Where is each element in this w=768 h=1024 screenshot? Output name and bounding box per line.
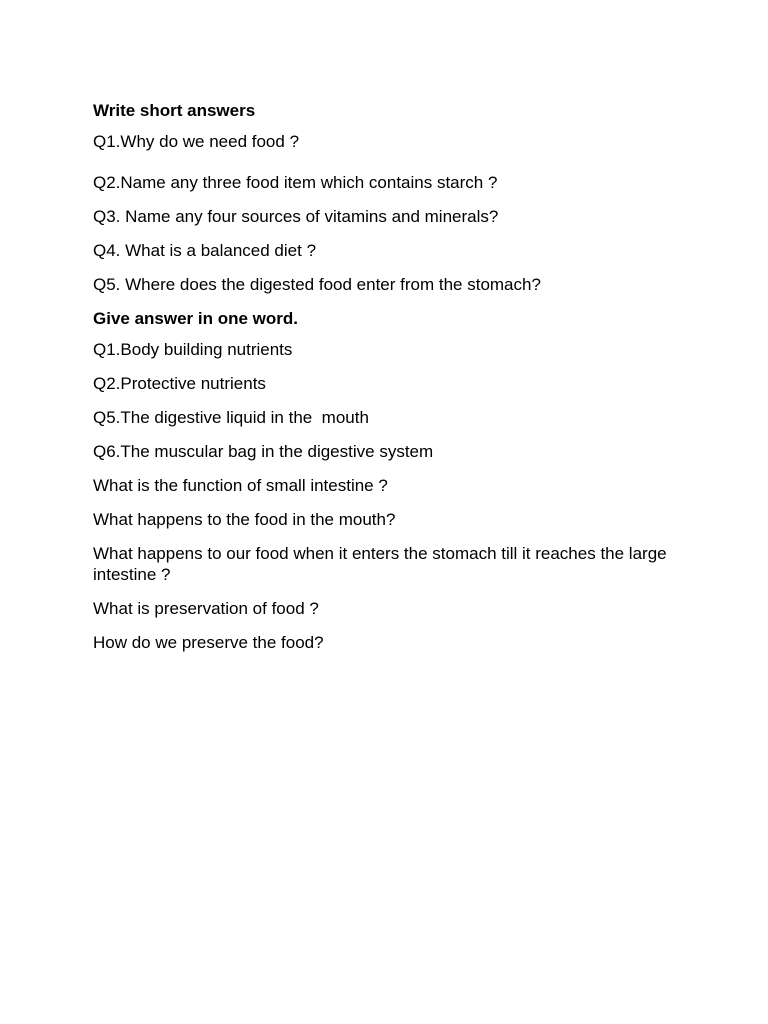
section-heading-one-word: Give answer in one word. — [93, 309, 298, 328]
section-heading-short-answers: Write short answers — [93, 101, 256, 120]
question-line: Q2.Name any three food item which contains starch ? — [93, 173, 498, 192]
question-line: Q6.The muscular bag in the digestive system — [93, 442, 434, 461]
document-body — [93, 100, 673, 666]
question-line: What is preservation of food ? — [93, 599, 319, 618]
question-line: What is the function of small intestine ? — [93, 476, 388, 495]
question-line: What happens to the food in the mouth? — [93, 510, 396, 529]
question-line: Q5. Where does the digested food enter from the stomach? — [93, 275, 541, 294]
question-line: Q2.Protective nutrients — [93, 374, 266, 393]
question-line: How do we preserve the food? — [93, 633, 324, 652]
question-line: Q1.Body building nutrients — [93, 340, 293, 359]
question-line: Q3. Name any four sources of vitamins and minerals? — [93, 207, 499, 226]
question-line: What happens to our food when it enters the stomach till it reaches the large intestine ? — [93, 544, 672, 584]
question-line: Q4. What is a balanced diet ? — [93, 241, 317, 260]
question-line: Q1.Why do we need food ? — [93, 132, 300, 151]
question-line: Q5.The digestive liquid in the mouth — [93, 408, 369, 427]
